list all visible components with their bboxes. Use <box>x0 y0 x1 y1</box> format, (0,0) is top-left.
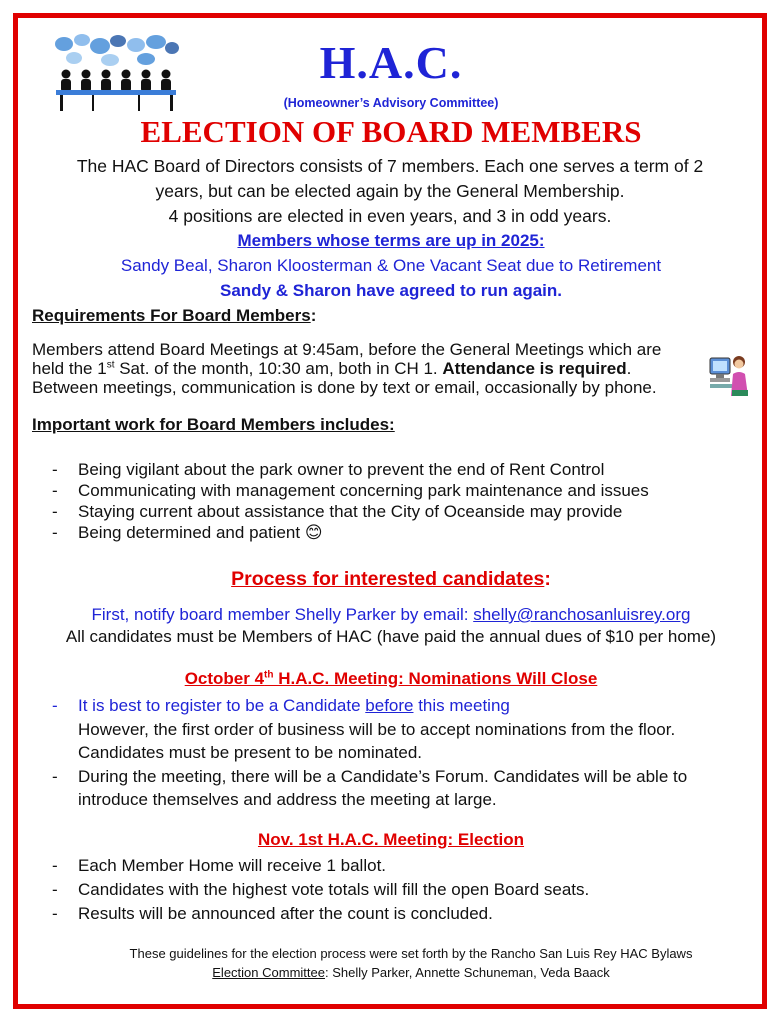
footer-committee: Election Committee: Shelly Parker, Annette Schuneman, Veda Baack <box>212 965 610 980</box>
process-heading: Process for interested candidates: <box>231 568 551 590</box>
hac-title: H.A.C. <box>319 37 463 88</box>
terms-heading: Members whose terms are up in 2025: <box>237 231 545 250</box>
list-item: - Candidates with the highest vote totals will fill the open Board seats. <box>52 880 590 899</box>
november-heading: Nov. 1st H.A.C. Meeting: Election <box>257 830 525 849</box>
list-item: - It is best to register to be a Candidate before this meeting However, the first order of business will be to accept nominations from the floor. Candidates must be present to be nominated. <box>52 696 676 762</box>
intro-line: 4 positions are elected in even years, and 3 in odd years. <box>168 206 612 226</box>
terms-agreed: Sandy & Sharon have agreed to run again. <box>220 281 562 300</box>
email-link[interactable]: shelly@ranchosanluisrey.org <box>473 605 691 624</box>
list-item: - Each Member Home will receive 1 ballot. <box>52 856 387 875</box>
november-list <box>52 854 758 926</box>
requirements-text: Members attend Board Meetings at 9:45am, before the General Meetings which are held the 1st Sat. of the month, 10:30 am, both in CH 1. Attendance is required. Between meetings, communication is done by text or email, occasionally by phone. <box>32 340 662 397</box>
membership-requirement: All candidates must be Members of HAC (have paid the annual dues of $10 per home) <box>65 627 717 646</box>
terms-names: Sandy Beal, Sharon Kloosterman & One Vacant Seat due to Retirement <box>120 256 662 275</box>
list-item: - Communicating with management concerning park maintenance and issues <box>52 481 649 500</box>
october-list <box>52 694 758 812</box>
election-heading: ELECTION OF BOARD MEMBERS <box>140 114 642 149</box>
intro-line: The HAC Board of Directors consists of 7 members. Each one serves a term of 2 <box>76 156 704 176</box>
list-item: - Staying current about assistance that the City of Oceanside may provide <box>52 502 623 521</box>
requirements-heading: Requirements For Board Members: <box>32 306 317 325</box>
intro-paragraph <box>40 154 740 229</box>
notify-line: First, notify board member Shelly Parker by email: shelly@ranchosanluisrey.org <box>91 605 691 624</box>
computer-user-icon <box>708 352 750 398</box>
smile-emoji-icon: 😊 <box>304 523 323 542</box>
list-item: - Being vigilant about the park owner to prevent the end of Rent Control <box>52 460 605 479</box>
list-item: - Being determined and patient 😊 <box>52 523 323 542</box>
work-list <box>52 459 752 543</box>
list-item: - Results will be announced after the count is concluded. <box>52 904 493 923</box>
intro-line: years, but can be elected again by the General Membership. <box>155 181 625 201</box>
hac-subtitle: (Homeowner’s Advisory Committee) <box>283 96 499 110</box>
list-item: - During the meeting, there will be a Candidate’s Forum. Candidates will be able to introduce themselves and address the meeting at large. <box>52 766 688 809</box>
october-heading: October 4th H.A.C. Meeting: Nominations Will Close <box>184 669 598 688</box>
work-heading: Important work for Board Members includes: <box>32 415 395 434</box>
footer-bylaws: These guidelines for the election process were set forth by the Rancho San Luis Rey HAC Bylaws <box>129 946 693 961</box>
